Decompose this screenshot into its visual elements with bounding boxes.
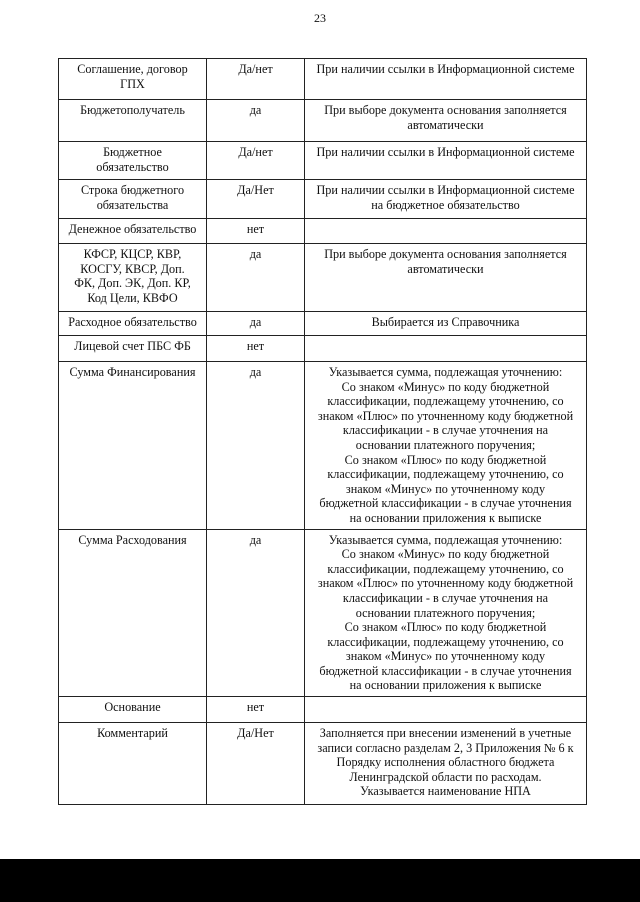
fields-table (58, 58, 587, 805)
required-cell: да (207, 312, 305, 336)
required-cell: Да/Нет (207, 180, 305, 219)
field-name-cell: Соглашение, договор ГПХ (59, 59, 207, 100)
note-cell: При выборе документа основания заполняется автоматически (305, 100, 587, 142)
required-cell: да (207, 529, 305, 697)
field-name-cell: КФСР, КЦСР, КВР, КОСГУ, КВСР, Доп. ФК, Доп. ЭК, Доп. КР, Код Цели, КВФО (59, 244, 207, 312)
table-row (59, 697, 587, 723)
note-cell: Заполняется при внесении изменений в учетные записи согласно разделам 2, 3 Приложения № 6 к Порядку исполнения областного бюджета Ленинградской области по расходам. Указывается наименование НПА (305, 723, 587, 805)
field-name-cell: Сумма Расходования (59, 529, 207, 697)
required-cell: нет (207, 219, 305, 244)
required-cell: нет (207, 336, 305, 362)
field-name-cell: Основание (59, 697, 207, 723)
required-cell: Да/нет (207, 142, 305, 180)
field-name-cell: Сумма Финансирования (59, 362, 207, 530)
table-row (59, 362, 587, 530)
required-cell: да (207, 244, 305, 312)
field-name-cell: Строка бюджетного обязательства (59, 180, 207, 219)
field-name-cell: Бюджетополучатель (59, 100, 207, 142)
required-cell: нет (207, 697, 305, 723)
table-row (59, 219, 587, 244)
note-cell: При наличии ссылки в Информационной системе (305, 59, 587, 100)
note-cell (305, 336, 587, 362)
table-row (59, 180, 587, 219)
note-cell: При наличии ссылки в Информационной системе на бюджетное обязательство (305, 180, 587, 219)
required-cell: да (207, 362, 305, 530)
note-cell: Выбирается из Справочника (305, 312, 587, 336)
field-name-cell: Комментарий (59, 723, 207, 805)
table-row (59, 244, 587, 312)
scan-bottom-bar (0, 859, 640, 902)
required-cell: да (207, 100, 305, 142)
field-name-cell: Лицевой счет ПБС ФБ (59, 336, 207, 362)
note-cell (305, 697, 587, 723)
note-cell: Указывается сумма, подлежащая уточнению: Со знаком «Минус» по коду бюджетной классификации, подлежащему уточнению, со знаком «Плюс» по уточненному коду бюджетной классификации - в случае уточнения на основании платежного поручения; Со знаком «Плюс» по коду бюджетной классификации, подлежащему уточнению, со знаком «Минус» по уточненному коду бюджетной классификации - в случае уточнения на основании приложения к выписке (305, 529, 587, 697)
table-row (59, 100, 587, 142)
note-cell: При выборе документа основания заполняется автоматически (305, 244, 587, 312)
table-row (59, 723, 587, 805)
table-row (59, 59, 587, 100)
table-row (59, 142, 587, 180)
required-cell: Да/Нет (207, 723, 305, 805)
note-cell: При наличии ссылки в Информационной системе (305, 142, 587, 180)
table-row (59, 336, 587, 362)
table-row (59, 529, 587, 697)
field-name-cell: Расходное обязательство (59, 312, 207, 336)
field-name-cell: Бюджетное обязательство (59, 142, 207, 180)
page-number: 23 (314, 11, 326, 25)
field-name-cell: Денежное обязательство (59, 219, 207, 244)
required-cell: Да/нет (207, 59, 305, 100)
table-row (59, 312, 587, 336)
note-cell: Указывается сумма, подлежащая уточнению: Со знаком «Минус» по коду бюджетной классификации, подлежащему уточнению, со знаком «Плюс» по уточненному коду бюджетной классификации - в случае уточнения на основании платежного поручения; Со знаком «Плюс» по коду бюджетной классификации, подлежащему уточнению, со знаком «Минус» по уточненному коду бюджетной классификации - в случае уточнения на основании приложения к выписке (305, 362, 587, 530)
note-cell (305, 219, 587, 244)
